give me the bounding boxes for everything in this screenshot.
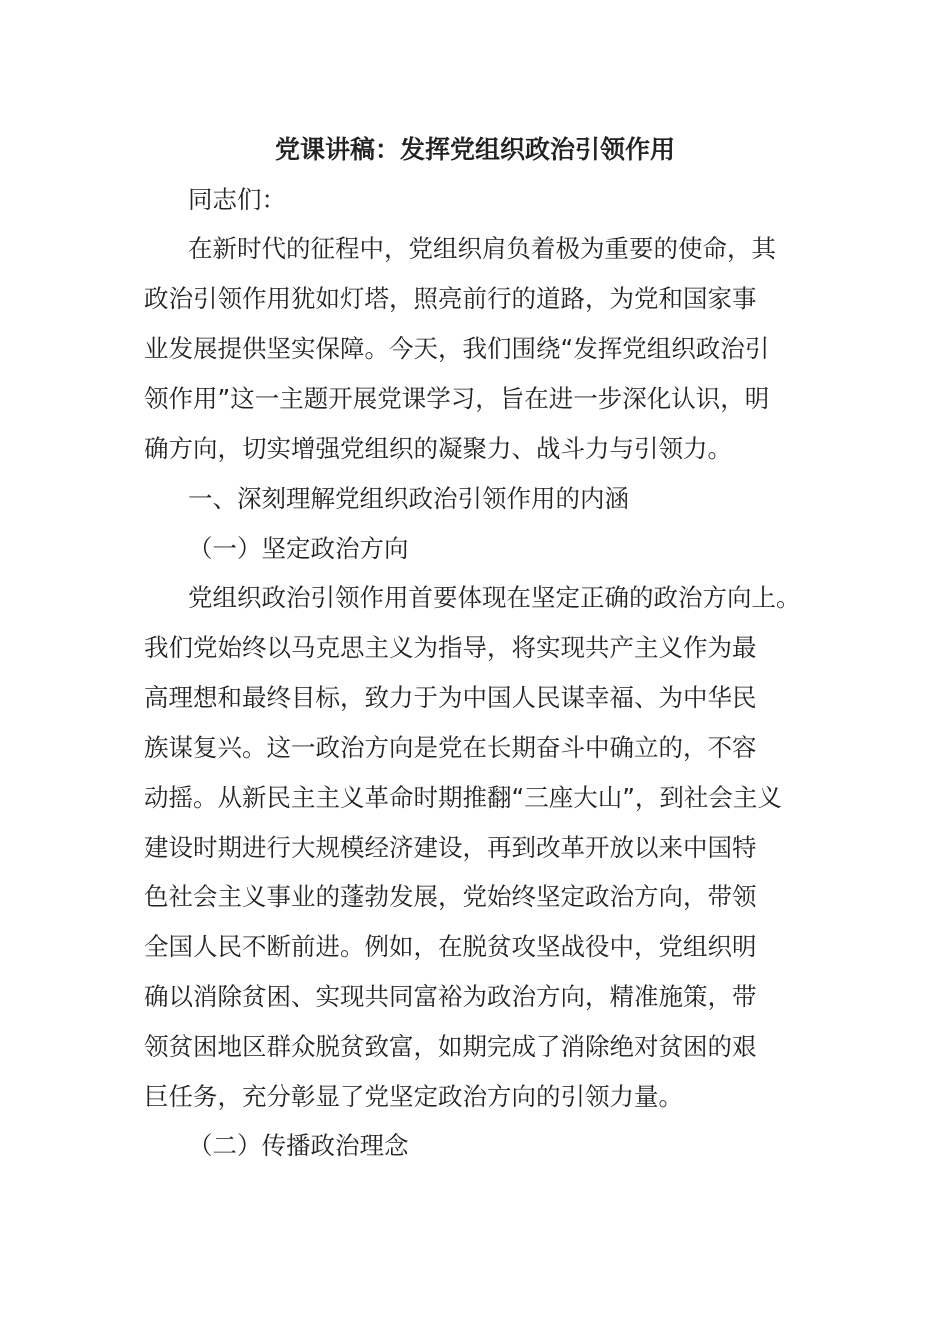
body-line: 族谋复兴。这一政治方向是党在长期奋斗中确立的，不容	[144, 733, 757, 762]
body-line: 巨任务，充分彰显了党坚定政治方向的引领力量。	[144, 1082, 683, 1111]
body-line: 高理想和最终目标，致力于为中国人民谋幸福、为中华民	[144, 683, 757, 712]
intro-line: 在新时代的征程中，党组织肩负着极为重要的使命，其	[188, 234, 776, 263]
intro-line: 业发展提供坚实保障。今天，我们围绕“发挥党组织政治引	[144, 334, 770, 363]
body-line: 色社会主义事业的蓬勃发展，党始终坚定政治方向，带领	[144, 882, 757, 911]
body-line: 我们党始终以马克思主义为指导，将实现共产主义作为最	[144, 633, 757, 662]
greeting: 同志们：	[188, 185, 286, 214]
body-line: 动摇。从新民主主义革命时期推翻“三座大山”，到社会主义	[144, 783, 782, 812]
body-line: 党组织政治引领作用首要体现在坚定正确的政治方向上。	[188, 583, 801, 612]
body-line: 确以消除贫困、实现共同富裕为政治方向，精准施策，带	[144, 982, 757, 1011]
intro-line: 领作用”这一主题开展党课学习，旨在进一步深化认识，明	[144, 384, 770, 413]
body-line: 领贫困地区群众脱贫致富，如期完成了消除绝对贫困的艰	[144, 1032, 757, 1061]
body-line: 建设时期进行大规模经济建设，再到改革开放以来中国特	[144, 833, 757, 862]
subsection-heading: （二）传播政治理念	[188, 1131, 409, 1160]
section-heading: 一、深刻理解党组织政治引领作用的内涵	[188, 484, 629, 513]
intro-line: 政治引领作用犹如灯塔，照亮前行的道路，为党和国家事	[144, 284, 757, 313]
body-line: 全国人民不断前进。例如，在脱贫攻坚战役中，党组织明	[144, 932, 757, 961]
intro-line: 确方向，切实增强党组织的凝聚力、战斗力与引领力。	[144, 434, 732, 463]
subsection-heading: （一）坚定政治方向	[188, 534, 409, 563]
document-title: 党课讲稿：发挥党组织政治引领作用	[274, 135, 675, 164]
